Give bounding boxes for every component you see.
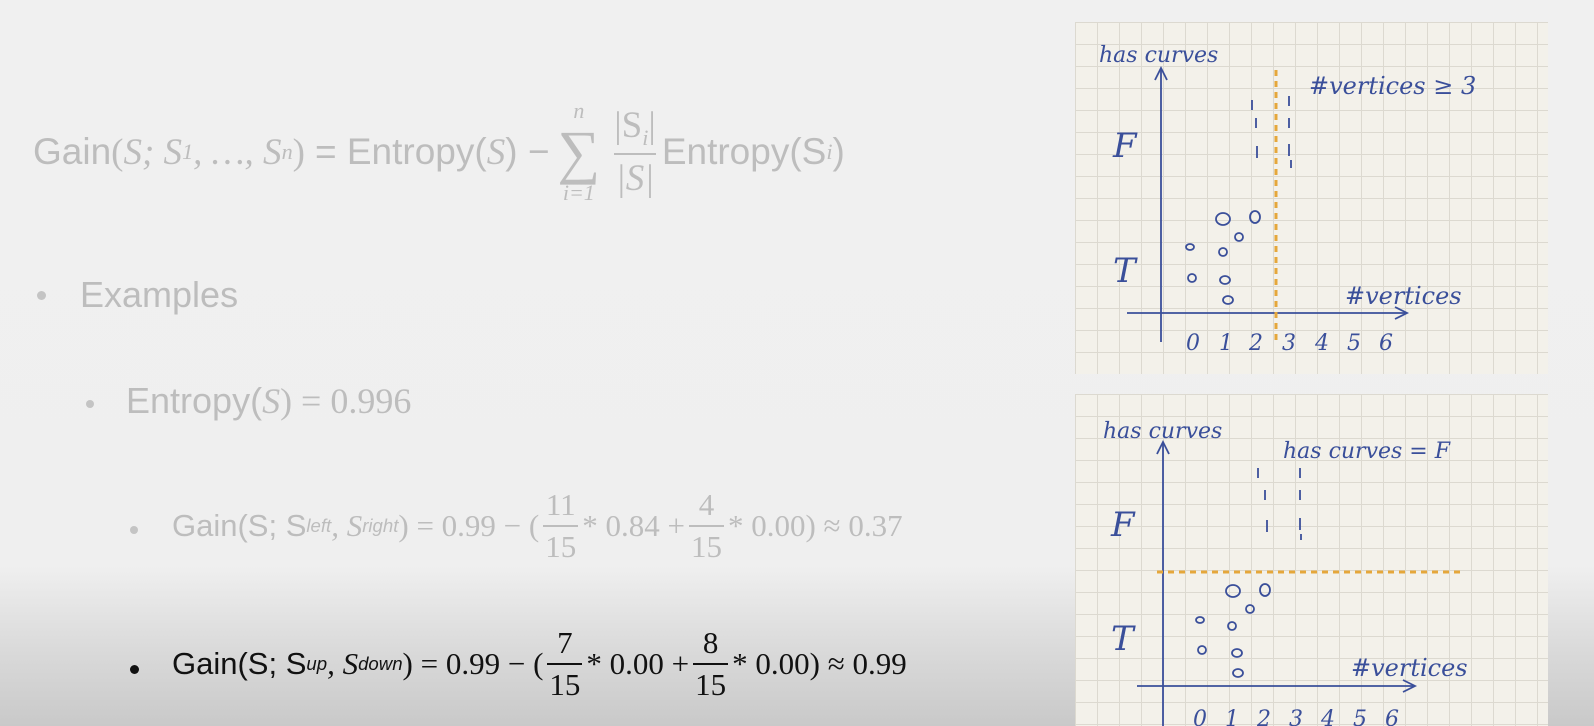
gain-formula: Gain ( S; S 1 , …, S n ) = Entropy( S ) − n ∑ i=1 $\frac{|S_i|}{|S|}$ Entropy(S i ) [33, 98, 845, 205]
scatter-sketch-bottom [1075, 394, 1548, 726]
svg-text:0: 0 [1186, 331, 1200, 356]
summation: n ∑ i=1 [557, 98, 601, 205]
y-tick-f: F [1113, 126, 1137, 166]
gain-label: Gain [33, 131, 112, 172]
x-axis-label: #vertices [1351, 654, 1468, 682]
entropy-value-line: Entropy( S ) = 0.996 [126, 380, 412, 421]
svg-text:6: 6 [1385, 707, 1399, 726]
entropy-eq: = Entropy( [314, 131, 487, 172]
split-label: has curves = F [1283, 439, 1450, 464]
y-axis-label: has curves [1099, 43, 1219, 68]
y-tick-f: F [1111, 505, 1135, 545]
svg-text:3: 3 [1282, 331, 1296, 356]
gain-left-right-line: Gain(S; S left , S right ) = 0.99 − ( $\frac{11}{15}$ * 0.84 + $\frac{4}{15}$ * 0.00) ≈ 0.37 [172, 487, 903, 564]
y-tick-t: T [1111, 619, 1134, 659]
bullet-dot [86, 400, 94, 408]
svg-text:4: 4 [1321, 707, 1335, 726]
size-ratio-fraction: $\frac{|S_i|}{|S|}$ [614, 105, 656, 199]
svg-text:3: 3 [1289, 707, 1303, 726]
svg-text:2: 2 [1249, 331, 1263, 356]
y-tick-t: T [1113, 251, 1136, 291]
svg-text:5: 5 [1353, 707, 1367, 726]
svg-text:6: 6 [1379, 331, 1393, 356]
bullet-dot [130, 665, 139, 674]
y-axis-label: has curves [1103, 419, 1223, 444]
gain-up-down-line: Gain(S; S up , S down ) = 0.99 − ( $\frac{7}{15}$ * 0.00 + $\frac{8}{15}$ * 0.00) ≈ 0.99 [172, 625, 907, 702]
x-axis-label: #vertices [1345, 282, 1462, 310]
svg-text:1: 1 [1225, 707, 1239, 726]
scatter-sketch-top [1075, 22, 1548, 374]
svg-text:5: 5 [1347, 331, 1361, 356]
bullet-dot [130, 526, 138, 534]
sketch-panel-vertices-split [1075, 22, 1548, 374]
svg-text:2: 2 [1257, 707, 1271, 726]
svg-text:1: 1 [1219, 331, 1233, 356]
split-label: #vertices ≥ 3 [1309, 72, 1477, 100]
svg-text:4: 4 [1315, 331, 1329, 356]
sketch-panel-curves-split [1075, 394, 1548, 726]
svg-text:0: 0 [1193, 707, 1207, 726]
gain-args: S; S [123, 131, 183, 173]
bullet-dot [37, 291, 46, 300]
examples-heading: Examples [80, 274, 239, 315]
